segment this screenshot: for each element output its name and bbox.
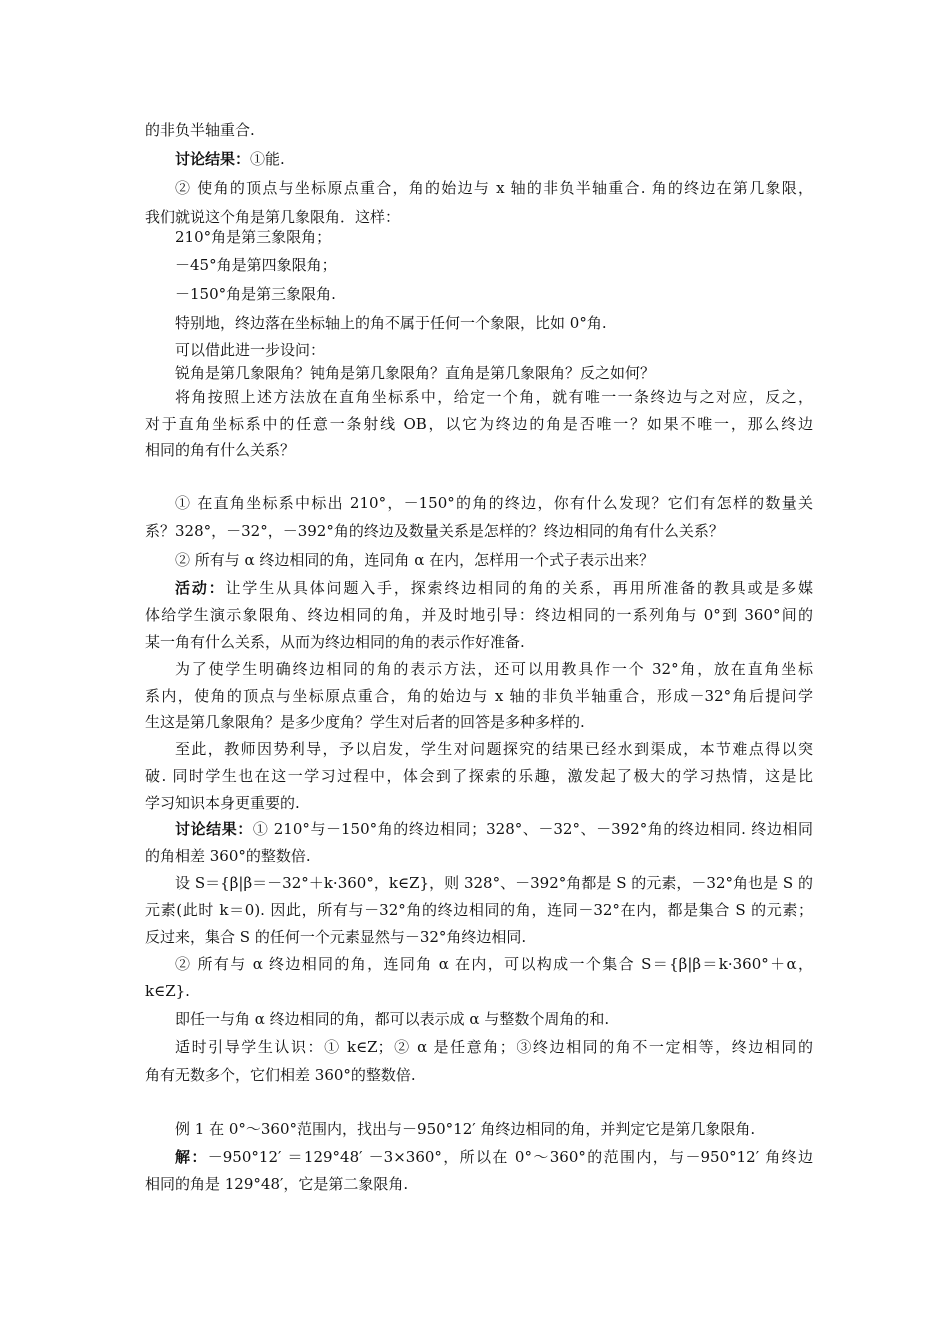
solution-line bbox=[145, 1143, 813, 1172]
text-line: 相同的角有什么关系？ bbox=[145, 441, 296, 459]
text-line: 元素(此时 k＝0). 因此，所有与－32°角的终边相同的角，连同－32°在内，都是集合 S 的元素； bbox=[145, 901, 813, 919]
text-line: ② 所有与 α 终边相同的角，连同角 α 在内，怎样用一个式子表示出来？ bbox=[175, 551, 655, 569]
bold-label: 讨论结果： bbox=[175, 150, 251, 168]
text-line: 的角相差 360°的整数倍. bbox=[145, 847, 311, 865]
text-span: ① 210°与－150°角的终边相同；328°、－32°、－392°角的终边相同. 终边相同 bbox=[252, 820, 813, 838]
text-line: k∈Z}. bbox=[145, 982, 190, 1000]
bold-label: 活动： bbox=[175, 579, 226, 597]
text-span: ①能. bbox=[250, 150, 285, 168]
text-line: 某一角有什么关系，从而为终边相同的角的表示作好准备. bbox=[145, 633, 525, 651]
bold-label: 讨论结果： bbox=[175, 820, 253, 838]
text-line: 适时引导学生认识：① k∈Z；② α 是任意角；③终边相同的角不一定相等，终边相同的 bbox=[175, 1038, 813, 1056]
discussion-result-line bbox=[145, 815, 813, 844]
text-line: 系内，使角的顶点与坐标原点重合，角的始边与 x 轴的非负半轴重合，形成－32°角后提问学 bbox=[145, 687, 813, 705]
text-line: 相同的角是 129°48′，它是第二象限角. bbox=[145, 1175, 409, 1193]
text-line: 可以借此进一步设问： bbox=[175, 341, 326, 359]
text-span: 让学生从具体问题入手，探索终边相同的角的关系，再用所准备的教具或是多媒 bbox=[225, 579, 813, 597]
text-line: ① 在直角坐标系中标出 210°，－150°的角的终边，你有什么发现？它们有怎样的数量关 bbox=[175, 494, 813, 512]
text-line: 特别地，终边落在坐标轴上的角不属于任何一个象限，比如 0°角. bbox=[175, 314, 607, 332]
text-line: 至此，教师因势利导，予以启发，学生对问题探究的结果已经水到渠成，本节难点得以突 bbox=[175, 740, 813, 758]
text-line: 系？328°，－32°，－392°角的终边及数量关系是怎样的？终边相同的角有什么关系？ bbox=[145, 522, 724, 540]
text-line: 体给学生演示象限角、终边相同的角，并及时地引导：终边相同的一系列角与 0°到 360°间的 bbox=[145, 606, 813, 624]
text-line: 的非负半轴重合. bbox=[145, 121, 255, 139]
text-line: 锐角是第几象限角？钝角是第几象限角？直角是第几象限角？反之如何？ bbox=[175, 364, 656, 382]
text-line: 对于直角坐标系中的任意一条射线 OB，以它为终边的角是否唯一？如果不唯一，那么终边 bbox=[145, 415, 813, 433]
text-line: ② 所有与 α 终边相同的角，连同角 α 在内，可以构成一个集合 S＝{β|β＝k·360°＋α， bbox=[175, 955, 813, 973]
text-line: 角有无数多个，它们相差 360°的整数倍. bbox=[145, 1066, 416, 1084]
text-line: 为了使学生明确终边相同的角的表示方法，还可以用教具作一个 32°角，放在直角坐标 bbox=[175, 660, 813, 678]
text-span: －950°12′ ＝129°48′ －3×360°，所以在 0°～360°的范围内，与－950°12′ 角终边 bbox=[207, 1148, 813, 1166]
text-line: 将角按照上述方法放在直角坐标系中，给定一个角，就有唯一一条终边与之对应，反之， bbox=[175, 388, 813, 406]
discussion-result-line bbox=[145, 145, 813, 174]
text-line: －45°角是第四象限角； bbox=[175, 256, 337, 274]
text-line: －150°角是第三象限角. bbox=[175, 285, 336, 303]
bold-label: 解： bbox=[175, 1148, 208, 1166]
text-line: 破. 同时学生也在这一学习过程中，体会到了探索的乐趣，激发起了极大的学习热情，这是比 bbox=[145, 767, 813, 785]
text-line: ② 使角的顶点与坐标原点重合，角的始边与 x 轴的非负半轴重合. 角的终边在第几象限， bbox=[175, 179, 813, 197]
text-line: 生这是第几象限角？是多少度角？学生对后者的回答是多种多样的. bbox=[145, 713, 585, 731]
text-line: 反过来，集合 S 的任何一个元素显然与－32°角终边相同. bbox=[145, 928, 527, 946]
text-line: 210°角是第三象限角； bbox=[175, 228, 332, 246]
example-line: 例 1 在 0°～360°范围内，找出与－950°12′ 角终边相同的角，并判定它是第几象限角. bbox=[175, 1120, 756, 1138]
text-line: 学习知识本身更重要的. bbox=[145, 794, 300, 812]
activity-line bbox=[145, 574, 813, 603]
text-line: 即任一与角 α 终边相同的角，都可以表示成 α 与整数个周角的和. bbox=[175, 1010, 610, 1028]
text-line: 我们就说这个角是第几象限角．这样： bbox=[145, 208, 401, 226]
text-line: 设 S＝{β|β＝－32°＋k·360°，k∈Z}，则 328°、－392°角都是 S 的元素，－32°角也是 S 的 bbox=[175, 874, 813, 892]
